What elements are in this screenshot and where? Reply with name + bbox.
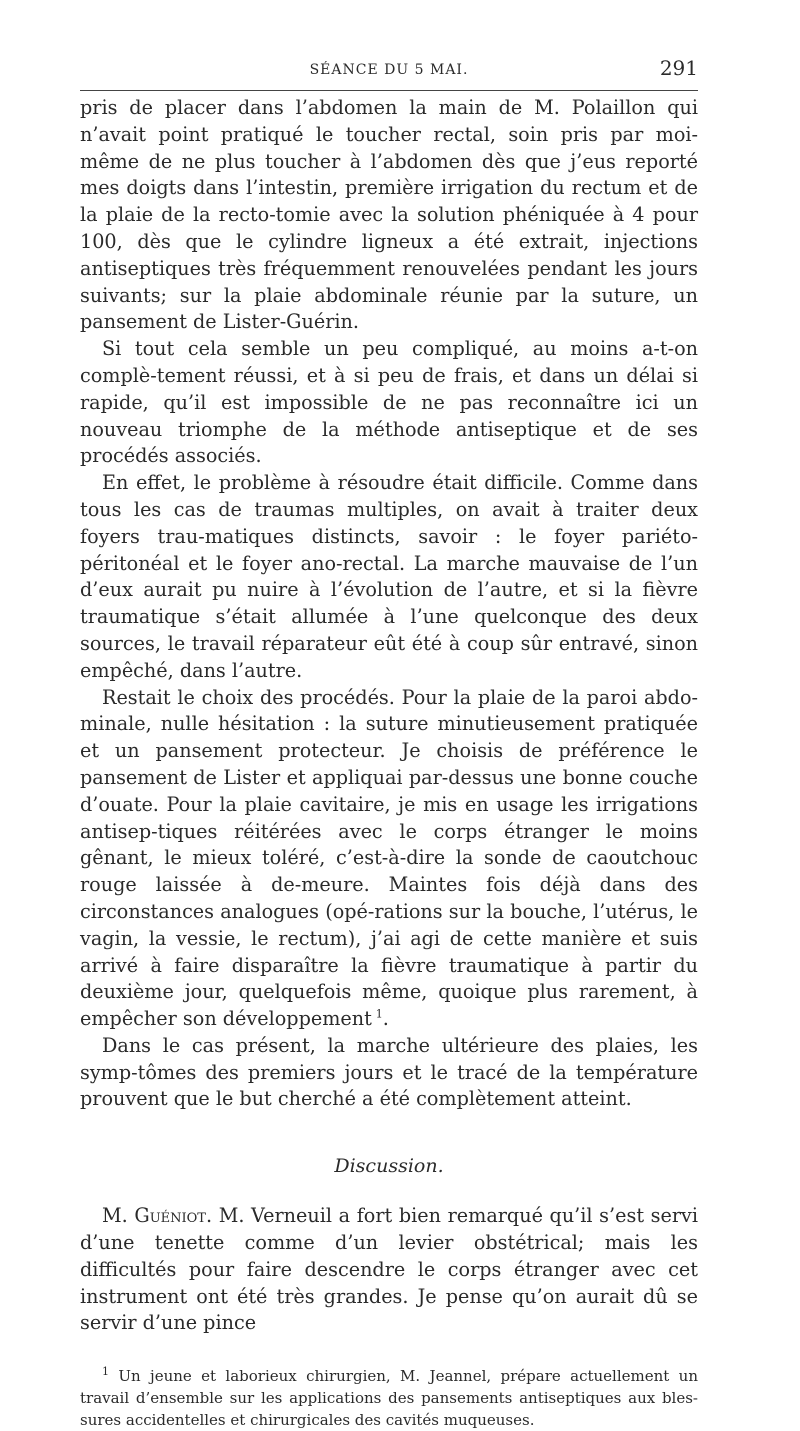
page-number: 291 — [659, 56, 698, 80]
page-header — [80, 56, 698, 90]
footnote-reference: 1 — [375, 1007, 383, 1021]
discussion-text: M. Verneuil a fort bien remarqué qu’il s’est servi d’une tenette comme d’un levier obstétrical; mais les difficultés pour faire descendre le corps étranger avec cet instrument ont été très grandes. Je pense qu’on aurait dû se servir d’une pince — [80, 1204, 698, 1335]
footnote — [80, 1365, 698, 1431]
header-rule — [80, 90, 698, 91]
paragraph-text: Restait le choix des procédés. Pour la plaie de la paroi abdo-minale, nulle hésitation : la suture minutieusement pratiquée et un pansement protecteur. Je choisis de préférence le pansement de Lister et appliquai par-dessus une bonne couche d’ouate. Pour la plaie cavitaire, je mis en usage les irrigations antisep-tiques réitérées avec le corps étranger le moins gênant, le mieux toléré, c’est-à-dire la sonde de caoutchouc rouge laissée à de-meure. Maintes fois déjà dans des circonstances analogues (opé-rations sur la bouche, l’utérus, le vagin, la vessie, le rectum), j’ai agi de cette manière et suis arrivé à faire disparaître la fièvre traumatique à partir du deuxième jour, quelquefois même, quoique plus rarement, à empêcher son développement — [80, 685, 698, 1031]
running-head: SÉANCE DU 5 MAI. — [309, 62, 469, 78]
discussion-paragraph — [80, 1203, 698, 1337]
paragraph: Restait le choix des procédés. Pour la plaie de la paroi abdo-minale, nulle hésitation : la suture minutieusement pratiquée et un pansement protecteur. Je choisis de préférence le pansement de Lister et appliquai par-dessus une bonne couche d’ouate. Pour la plaie cavitaire, je mis en usage les irrigations antisep-tiques réitérées avec le corps étranger le moins gênant, le mieux toléré, c’est-à-dire la sonde de caoutchouc rouge laissée à de-meure. Maintes fois déjà dans des circonstances analogues (opé-rations sur la bouche, l’utérus, le vagin, la vessie, le rectum), j’ai agi de cette manière et suis arrivé à faire disparaître la fièvre traumatique à partir du deuxième jour, quelquefois même, quoique plus rarement, à empêcher son développement $^1$. — [80, 685, 698, 1031]
paragraph: Dans le cas présent, la marche ultérieure des plaies, les symp-tômes des premiers jours et le tracé de la température prouvent que le but cherché a été complètement atteint. — [80, 1033, 698, 1111]
footnote-marker: 1 — [102, 1365, 109, 1379]
section-title: Discussion. — [334, 1155, 444, 1178]
footnote-text: Un jeune et laborieux chirurgien, M. Jeannel, prépare actuellement un travail d’ensemble sur les applications des pansements antiseptiques aux bles-sures accidentelles et chirurgicales des cavités muqueuses. — [80, 1367, 698, 1430]
paragraph: En effet, le problème à résoudre était difficile. Comme dans tous les cas de traumas multiples, on avait à traiter deux foyers trau-matiques distincts, savoir : le foyer pariéto-péritonéal et le foyer ano-rectal. La marche mauvaise de l’un d’eux aurait pu nuire à l’évolution de l’autre, et si la fièvre traumatique s’était allumée à l’une quelconque des deux sources, le travail réparateur eût été à coup sûr entravé, sinon empêché, dans l’autre. — [80, 471, 698, 682]
paragraph: Si tout cela semble un peu compliqué, au moins a-t-on complè-tement réussi, et à si peu de frais, et dans un délai si rapide, qu’il est impossible de ne pas reconnaître ici un nouveau triomphe de la méthode antiseptique et de ses procédés associés. — [80, 337, 698, 468]
book-page — [80, 56, 698, 1431]
paragraph: pris de placer dans l’abdomen la main de M. Polaillon qui n’avait point pratiqué le toucher rectal, soin pris par moi-même de ne plus toucher à l’abdomen dès que j’eus reporté mes doigts dans l’intestin, première irrigation du rectum et de la plaie de la recto-tomie avec la solution phéniquée à 4 pour 100, dès que le cylindre ligneux a été extrait, injections antiseptiques très fréquemment renouvelées pendant les jours suivants; sur la plaie abdominale réunie par la suture, un pansement de Lister-Guérin. — [80, 96, 698, 334]
speaker-name: M. Guéniot. — [102, 1204, 213, 1228]
body-text — [80, 95, 698, 1337]
